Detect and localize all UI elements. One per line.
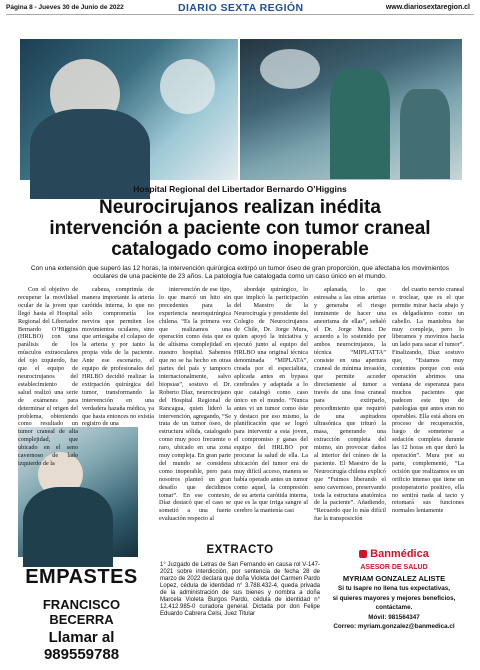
column-text: del cuarto nervio craneal o troclear, que es el que permite mirar hacia abajo y es delgadísimo como un cabello. La maniobra fue muy compleja, pero lo liberamos y movimos hacia un lado para sacar el tumor”. Finalizando, Díaz sostuvo que, “Estamos muy contentos porque con esta operación abrimos una ventana de esperanza para muchos pacientes que padecen este tipo de patologías que antes eran no operables. Ella está ahora en proceso de recuperación, luego de someterse a sedación completa durante las 12 horas en que duró la operación”. Mura por su parte, complementó, “La ocisión que realizamos es un orificio intenso que tiene un postoperatorio positivo, ella no sentirá nada al tacto y retomará sus funciones normales lentamente bbox=[392, 286, 464, 515]
banmedica-line-2: si quieres mayores y mejores beneficios, bbox=[332, 594, 456, 602]
article-column-1 bbox=[18, 286, 78, 467]
empastes-title: EMPASTES bbox=[25, 566, 138, 588]
page-info: Página 8 - Jueves 30 de Junio de 2022 bbox=[6, 4, 124, 11]
column-text: intervención de ese tipo, lo que marcó un hito sin precedentes para la experiencia neuroquirúrgica chilena. “Es la primera vez que realizamos una operación como ésta que es de altísima complejidad en nuestro hospital. Sabemos que no se ha hecho en otras partes del país y tampoco internacionalmente, salvo biopsias”, sostuvo el Dr. Roberto Díaz, neurocirujano del Hospital Regional de Rancagua, quien lideró la intervención, agregando, “Se trata de un tumor óseo, de estructura sólida, catalogado como muy poco frecuente o raro, ubicado en una zona muy compleja. En gran parte del mundo se considera como inoperable, pero para nosotros planteó un gran desafío que decidimos tomar”. En ese contexto, Díaz destacó que el caso se sometió a una fuerte evaluación respecto al bbox=[159, 286, 231, 523]
banmedica-ad bbox=[325, 544, 463, 656]
banmedica-advisor-name: MYRIAM GONZALEZ ALISTE bbox=[342, 574, 446, 583]
column-text: abordaje quirúrgico, lo que implicó la participación del Maestro de la Neurocirugía y presidente del Colegio de Neurocirujanos de Chile, Dr. Jorge Mura, quien apoyó la iniciativa y ejecutó junto al equipo del HRLBO una original técnica denominada “MIPLATA”, creada por el especialista, aplicada antes en bypass cerebrales y adaptada a lo que catalogó como caso único en el mundo. “Nunca antes vi un tumor como éste y destaco por eso mismo, la planificación que se logró para intervenir a esta joven, el compromiso y ganas del equipo del HRLBO por procurar la salud de ella. La ubicación del tumor era de muy difícil acceso, manera se había operado antes un tumor como aquel, la compresión de su arteria carótida interna, que es la que irriga sangre al cerebro la mantenía casi bbox=[234, 286, 308, 515]
column-text: aplanada, lo que estresaba a las otras arterias y generaba el riesgo inminente de hacer una aneurisma de ellas”, señaló el Dr. Jorge Mura. De acuerdo a lo sostenido por ambos neurocirujanos, la técnica “MIPLATTA” consiste en una apertura craneal de mínima invasión, que permite acceder directamente al tumor a través de una fosa craneal para extirparlo, procedimiento que requirió de una aspiradora ultrasónica que trituró la masa, generando una extracción completa del mismo, sin provocar daños al interior del cráneo de la paciente. El Maestro de la Neurocirugía chilena explicó que “Fuimos liberando el seno cavernoso, preservando toda la estructura anatómica de la paciente”. Añadiendo, “Recuerdo que lo más difícil fue la transposición bbox=[314, 286, 386, 523]
empastes-phone[interactable]: Llamar al 989559788 bbox=[43, 629, 120, 663]
article-column-5 bbox=[314, 286, 386, 581]
surgeon-figure-shape bbox=[330, 69, 390, 179]
article-column-2 bbox=[82, 286, 154, 581]
article-subhead: Con una extensión que superó las 12 horas, la intervención quirúrgica extirpó un tumor óseo de gran proporción, que afectaba los movimientos oculares de una paciente de 23 años. La patología fue catalogada como un caso único en el mundo. bbox=[30, 265, 450, 280]
operating-room-photo bbox=[240, 39, 462, 180]
extracto-title: EXTRACTO bbox=[206, 544, 274, 556]
empastes-name: FRANCISCO BECERRA bbox=[42, 597, 121, 627]
article-column-6 bbox=[392, 286, 464, 581]
surgeon-with-scans-photo bbox=[20, 39, 238, 180]
assistant-figure-shape bbox=[400, 89, 450, 179]
header-divider bbox=[6, 14, 474, 15]
banmedica-logo bbox=[325, 548, 463, 560]
extracto-notice bbox=[160, 544, 320, 656]
banmedica-email[interactable]: Correo: myriam.gonzalez@banmedica.cl bbox=[333, 623, 455, 630]
masthead: DIARIO SEXTA REGIÓN bbox=[178, 2, 304, 14]
banmedica-line-1: Si tu Isapre no llena tus expectativas, bbox=[338, 585, 450, 592]
column-text: Con el objetivo de recuperar la movilidad ocular de la joven que llegó hasta el Hospital Regional del Libertador Bernardo O’Higgins (HRLBO) con una parálisis de los músculos extraoculares del ojo izquierdo, fue que el equipo de neurocirujanos del establecimiento de salud realizó una serie de exámenes para determinar el origen del problema, obteniendo como resultado un tumor craneal de alta complejidad, que ubicado en el seno cavernoso de lado izquierdo de la bbox=[18, 286, 78, 467]
empastes-ad bbox=[18, 560, 145, 663]
article-column-3 bbox=[159, 286, 231, 581]
article-headline: Neurocirujanos realizan inédita intervención a paciente con tumor craneal catalogado como inoperable bbox=[49, 197, 431, 260]
banmedica-logo-icon bbox=[359, 550, 367, 558]
extracto-body: 1° Juzgado de Letras de San Fernando en causa rol V-147-2021 sobre interdicción, por sentencia de fecha 28 de marzo de 2022 declara que doña Violeta del Carmen Pardo Lopez, cédula de identidad n° 3.788.432-4, queda privada de la administración de sus bienes y nombra a doña Marcela Violeta Burgos Pardo, cédula de identidad n° 12.412.985-0 curadora general. Dictada por don Felipe Eduardo Cabrera Celsi, Juez Titular bbox=[160, 562, 320, 617]
banmedica-logo-text: Banmédica bbox=[370, 548, 429, 560]
column-text: cabeza, comprimía de manera importante la arteria carótida interna, lo que no sólo comprometía los nervios que permiten los movimientos oculares, sino que arriesgaba el colapso de la arteria y por tanto la propia vida de la paciente. Ante ese escenario, el equipo de profesionales del HRLBO decidió realizar la extirpación quirúrgica del tumor, transformando la intervención en una verdadera hazaña médica, ya que hasta entonces no existía registro de una bbox=[82, 286, 154, 428]
article-column-4 bbox=[234, 286, 308, 581]
surgical-lamp-shape bbox=[260, 49, 320, 89]
brain-scan-shape bbox=[160, 59, 215, 114]
banmedica-line-3: contáctame. bbox=[375, 604, 413, 611]
page-header bbox=[0, 0, 480, 18]
banmedica-phone[interactable]: Móvil: 981564347 bbox=[368, 613, 420, 621]
website-url[interactable]: www.diariosextaregion.cl bbox=[385, 4, 470, 11]
banmedica-role: ASESOR DE SALUD bbox=[360, 564, 428, 571]
article-kicker: Hospital Regional del Libertador Bernardo O’Higgins bbox=[133, 184, 347, 194]
